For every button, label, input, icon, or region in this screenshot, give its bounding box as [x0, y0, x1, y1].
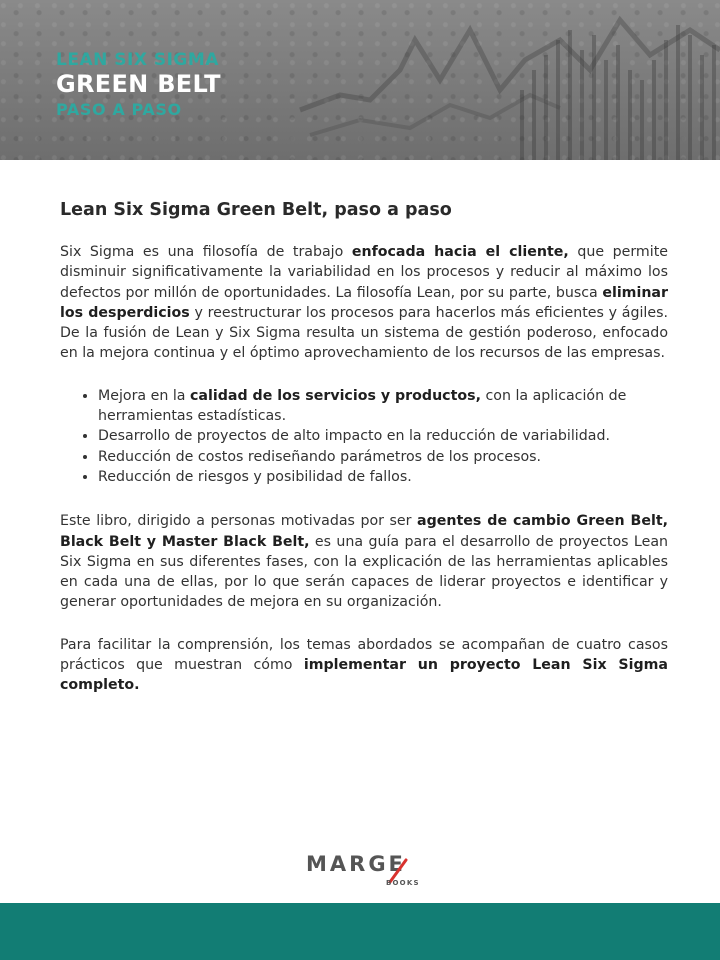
bold-run: implementar un proyecto Lean Six Sigma completo. [60, 657, 668, 694]
cases-paragraph [60, 635, 668, 696]
publisher-imprint: BOOKS [386, 879, 420, 887]
logo-slash-icon [306, 852, 436, 894]
text-run: Desarrollo de proyectos de alto impacto en la reducción de variabilidad. [98, 428, 610, 445]
list-item [98, 467, 668, 487]
bold-run: eliminar los desperdicios [60, 284, 668, 321]
page-title: Lean Six Sigma Green Belt, paso a paso [60, 200, 452, 220]
audience-paragraph [60, 511, 668, 612]
intro-paragraph [60, 242, 668, 364]
list-item [98, 447, 668, 467]
text-run: Mejora en la [98, 387, 191, 404]
bold-run: agentes de cambio Green Belt, Black Belt y Master Black Belt, [60, 513, 668, 550]
bold-run: enfocada hacia el cliente, [351, 244, 569, 260]
bold-run: calidad de los servicios y productos, [190, 387, 481, 404]
benefits-list [60, 386, 668, 487]
text-run: Para facilitar la comprensión, los temas abordados se acompañan de cuatro casos prácticos que muestran cómo [60, 636, 668, 674]
back-cover-text [60, 200, 668, 718]
publisher-logo [306, 852, 436, 894]
list-item [98, 386, 668, 427]
book-title: GREEN BELT [56, 70, 221, 98]
text-run: es una guía para el desarrollo de proyectos Lean Six Sigma en sus diferentes fases, con la explicación de las herramientas aplicables en cada una de ellas, por lo que serán capaces de liderar proyectos e identificar y generar oportunidades de mejora en su organización. [60, 533, 669, 611]
text-run: Six Sigma es una filosofía de trabajo [60, 244, 352, 260]
cover-banner [0, 0, 720, 160]
list-item [98, 426, 668, 446]
text-run: Reducción de riesgos y posibilidad de fallos. [98, 468, 412, 485]
bottom-band [0, 903, 720, 960]
series-name: LEAN SIX SIGMA [56, 50, 219, 70]
text-run: y reestructurar los procesos para hacerlos más eficientes y ágiles. De la fusión de Lean y Six Sigma resulta un sistema de gestión poderoso, enfocado en la mejora continua y el óptimo aprovechamiento de los recursos de las empresas. [60, 304, 668, 362]
book-subtitle: PASO A PASO [56, 100, 182, 119]
text-run: con la aplicación de herramientas estadísticas. [98, 387, 627, 425]
publisher-name: MARGE [306, 852, 406, 876]
text-run: Este libro, dirigido a personas motivadas por ser [60, 513, 418, 530]
text-run: Reducción de costos rediseñando parámetros de los procesos. [98, 448, 542, 465]
text-run: que permite disminuir significativamente la variabilidad en los procesos y reducir al máximo los defectos por millón de oportunidades. La filosofía Lean, por su parte, busca [60, 244, 668, 301]
